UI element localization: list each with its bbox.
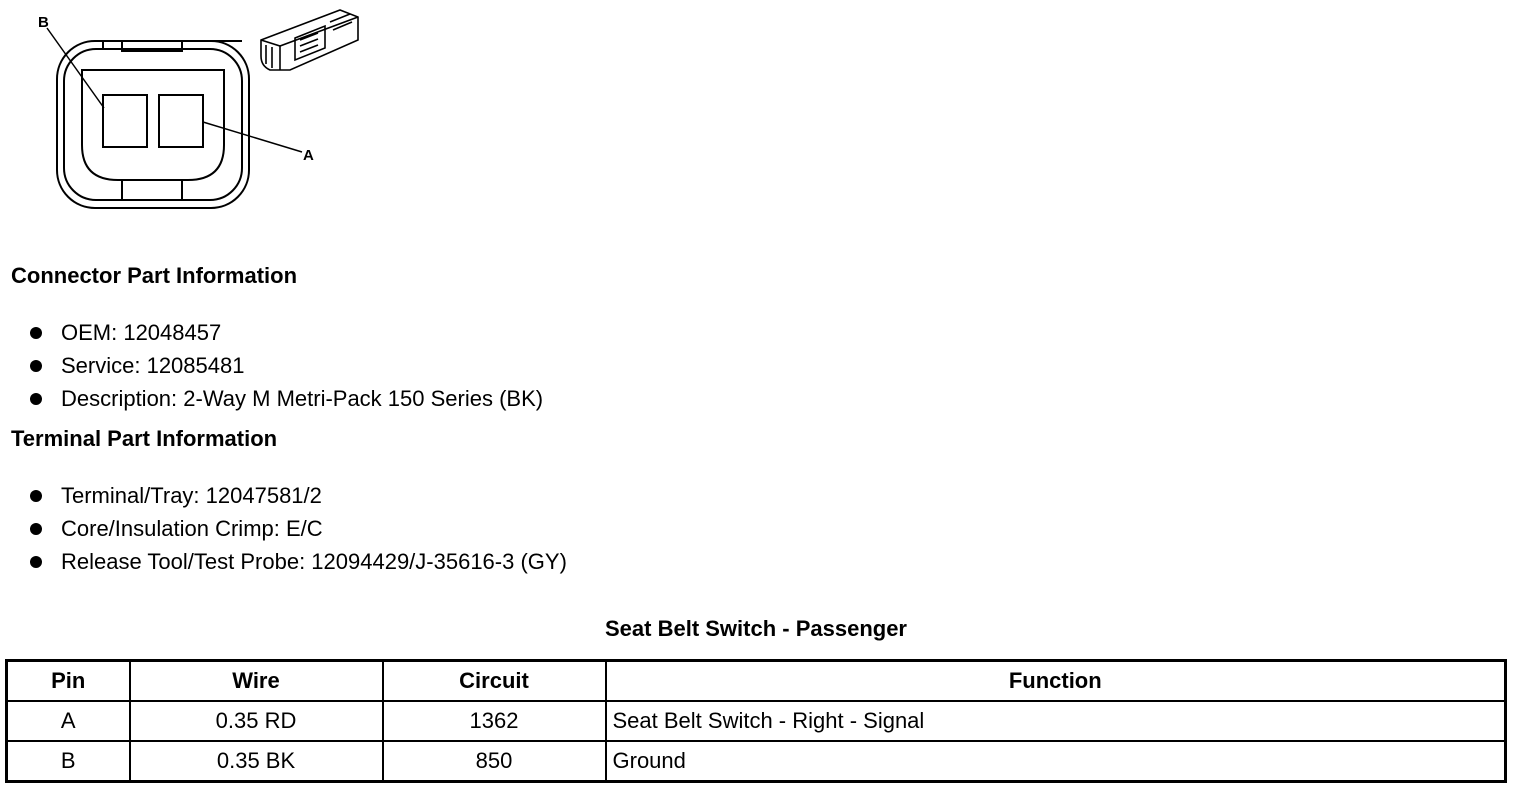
header-circuit: Circuit xyxy=(383,661,606,702)
cell-circuit: 1362 xyxy=(383,701,606,741)
bullet-icon xyxy=(30,360,42,372)
bullet-icon xyxy=(30,523,42,535)
bullet-icon xyxy=(30,556,42,568)
connector-section-title: Connector Part Information xyxy=(11,263,298,288)
header-pin: Pin xyxy=(7,661,130,702)
list-item-text: Terminal/Tray: 12047581/2 xyxy=(61,483,322,508)
cell-function: Ground xyxy=(606,741,1506,782)
leader-line-a xyxy=(203,122,302,152)
connector-housing-inner xyxy=(64,49,242,200)
pinout-table xyxy=(5,659,1507,783)
connector-housing-outer xyxy=(57,41,249,208)
table-title: Seat Belt Switch - Passenger xyxy=(605,616,907,641)
pin-label-a: A xyxy=(303,147,314,164)
terminal-b xyxy=(103,95,147,147)
cell-function: Seat Belt Switch - Right - Signal xyxy=(606,701,1506,741)
terminal-section-title: Terminal Part Information xyxy=(11,426,278,451)
connector-thumbnail-icon xyxy=(261,10,358,70)
header-function: Function xyxy=(606,661,1506,702)
list-item-text: OEM: 12048457 xyxy=(61,320,222,345)
cell-pin: B xyxy=(7,741,130,782)
bullet-icon xyxy=(30,327,42,339)
list-item-text: Description: 2-Way M Metri-Pack 150 Series (BK) xyxy=(61,386,544,411)
cell-wire: 0.35 BK xyxy=(130,741,383,782)
pin-label-b: B xyxy=(38,14,49,31)
list-item-text: Service: 12085481 xyxy=(61,353,245,378)
header-wire: Wire xyxy=(130,661,383,702)
bullet-icon xyxy=(30,490,42,502)
cell-circuit: 850 xyxy=(383,741,606,782)
terminal-a xyxy=(159,95,203,147)
list-item-text: Core/Insulation Crimp: E/C xyxy=(61,516,323,541)
bottom-key xyxy=(122,180,182,200)
table-row xyxy=(7,741,1506,782)
cell-wire: 0.35 RD xyxy=(130,701,383,741)
table-header-row xyxy=(7,661,1506,702)
table-row xyxy=(7,701,1506,741)
connector-diagram xyxy=(0,0,380,220)
cell-pin: A xyxy=(7,701,130,741)
list-item-text: Release Tool/Test Probe: 12094429/J-35616-3 (GY) xyxy=(61,549,567,574)
bullet-icon xyxy=(30,393,42,405)
